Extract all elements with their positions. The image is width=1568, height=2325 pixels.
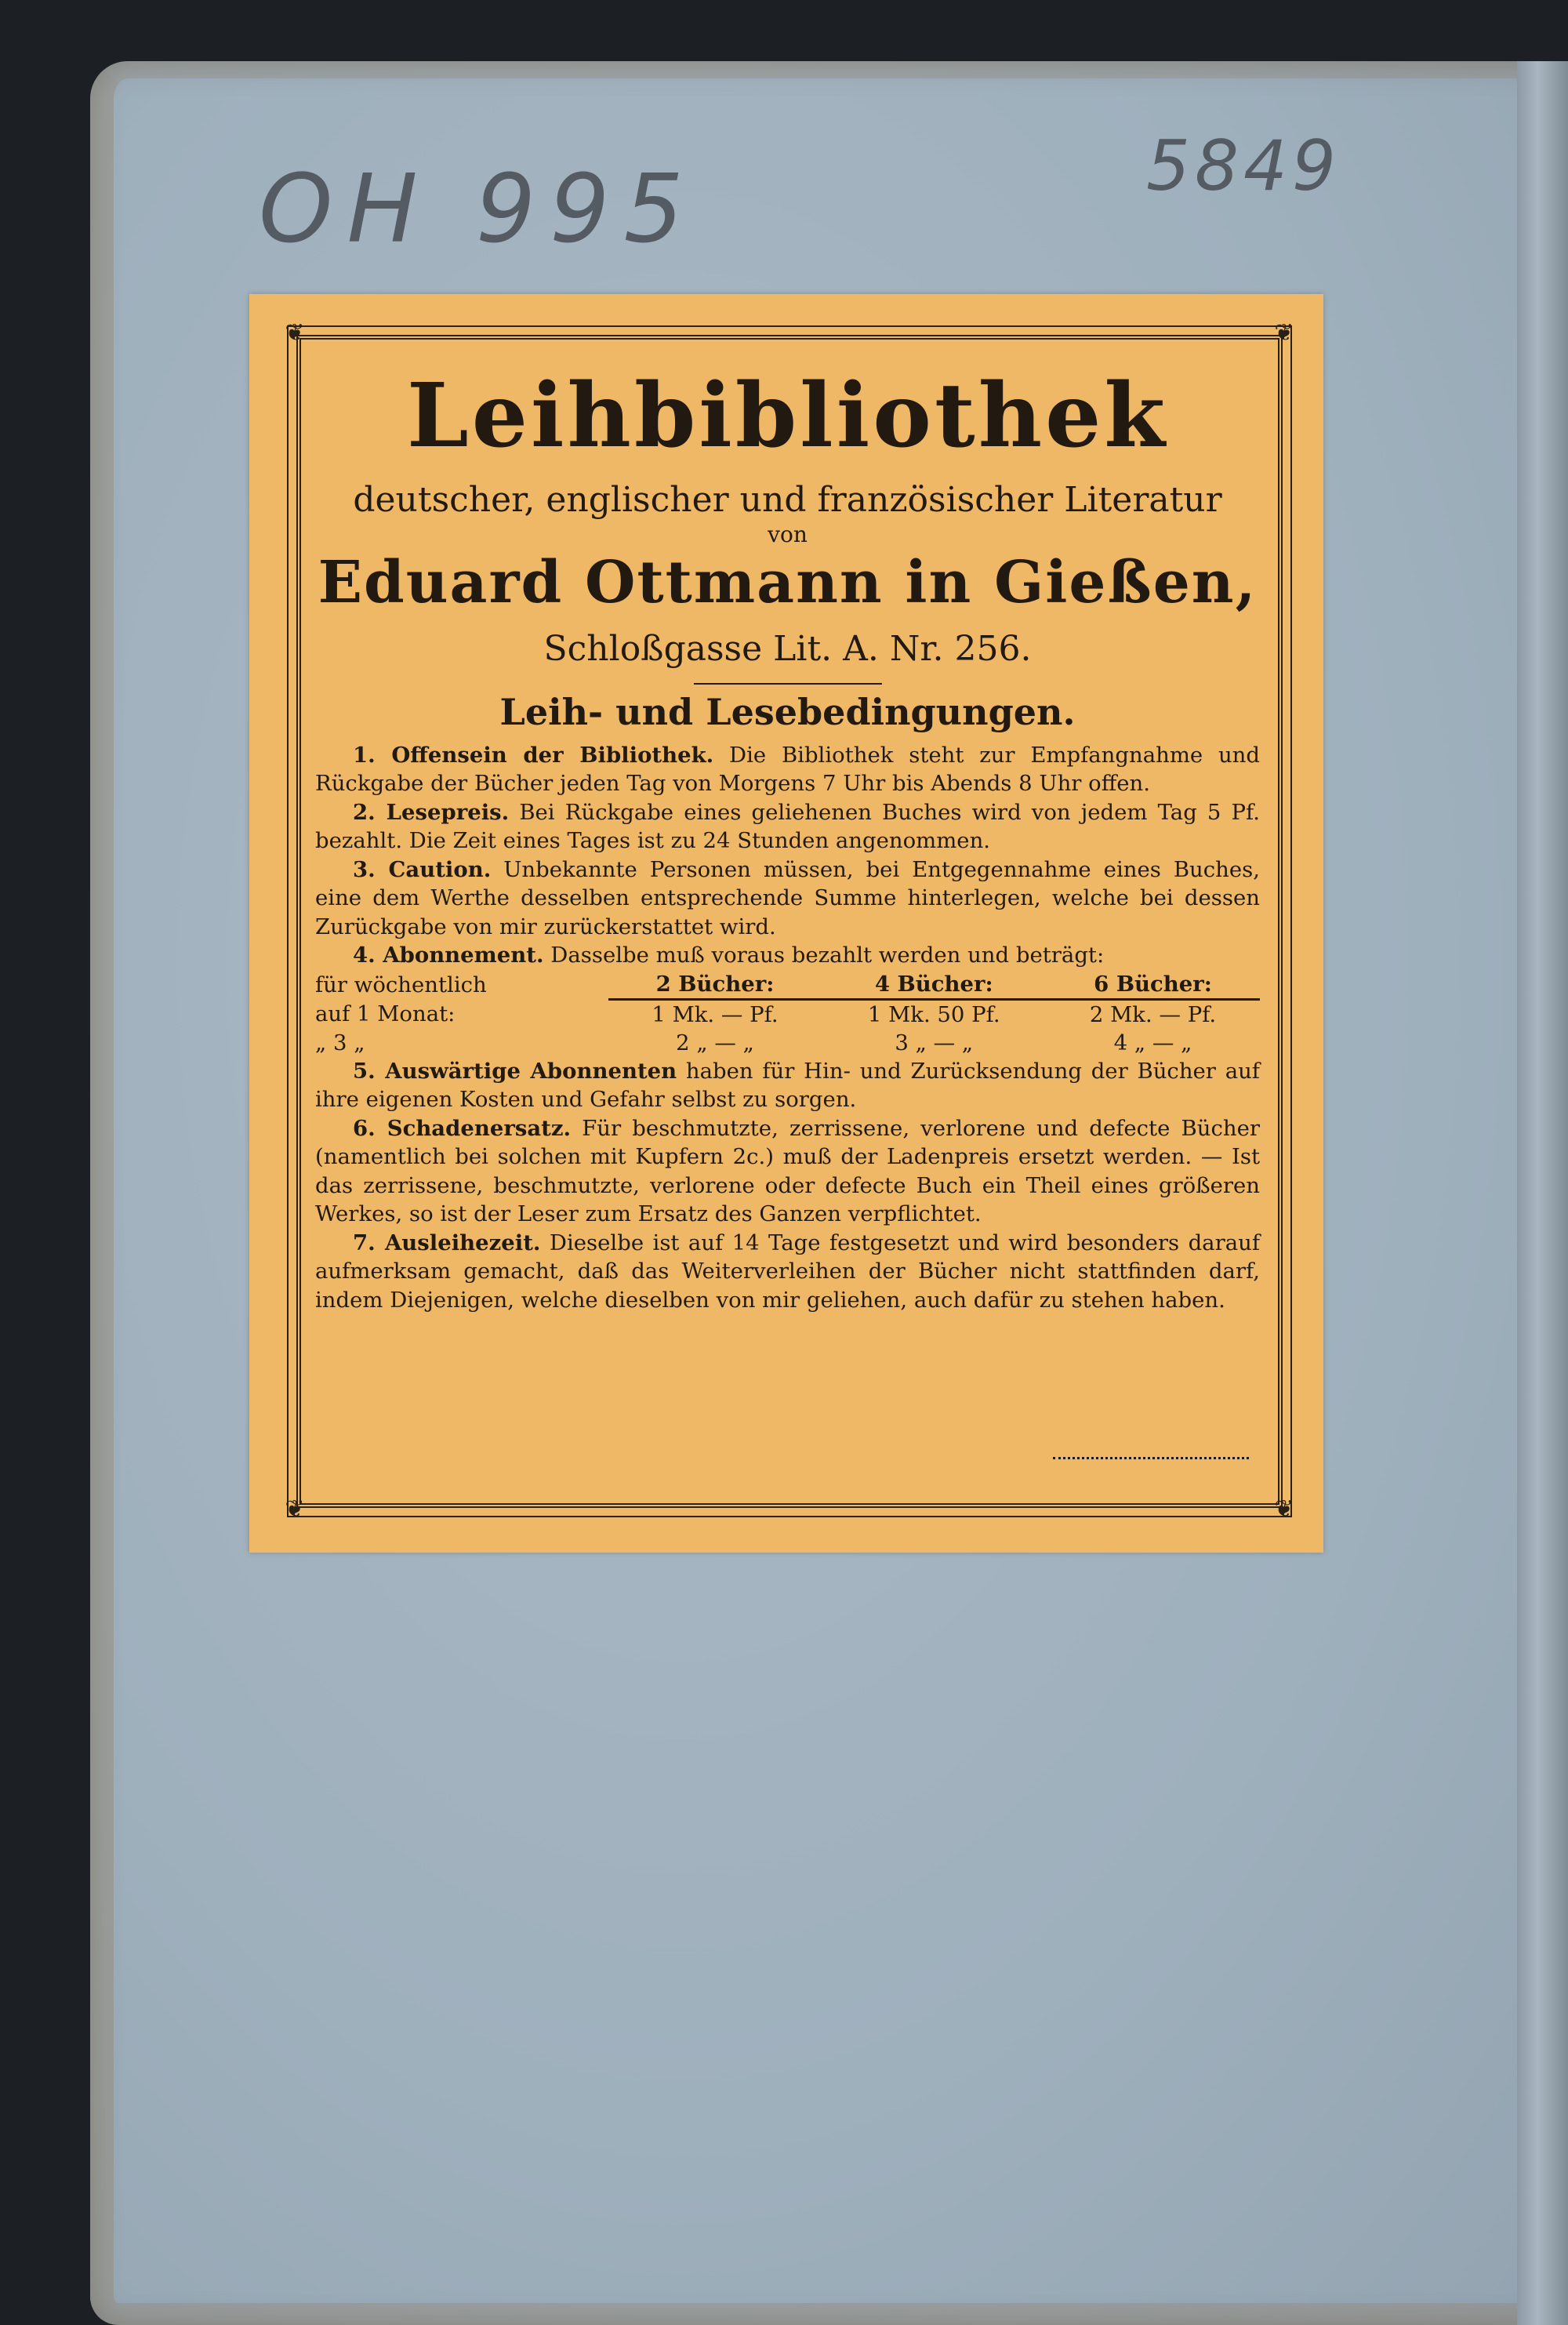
fee-cell: 2 Mk. — Pf. [1089,1001,1217,1027]
book-spine [1517,61,1568,2325]
corner-ornament-icon: ❦ [1274,1495,1294,1523]
handwritten-accession-number: 5849 [1146,125,1341,206]
conditions-heading: Leih- und Lesebedingungen. [499,690,1076,733]
condition-item: 4. Abonnement. Dasselbe muß voraus bezahlt werden und beträgt: [353,943,1105,968]
condition-item: 7. Ausleihezeit. Dieselbe ist auf 14 Tage festgesetzt und wird besonders darauf aufmerksam gemacht, daß das Weiterverleihen der Bücher nicht stattfinden darf, indem Diejenigen, welche dieselben von mir geliehen, auch dafür zu stehen haben. [315,1230,1261,1313]
fee-header-cell: für wöchentlich [315,972,487,997]
fee-cell: 1 Mk. 50 Pf. [867,1001,1000,1027]
corner-ornament-icon: ❦ [285,1495,305,1523]
fee-cell: 1 Mk. — Pf. [652,1001,779,1027]
fee-cell: „ 3 „ [315,1030,365,1055]
label-address: Schloßgasse Lit. A. Nr. 256. [543,628,1032,669]
fee-header-cell: 4 Bücher: [822,970,1046,1000]
condition-item: 2. Lesepreis. Bei Rückgabe eines geliehenen Buches wird von jedem Tag 5 Pf. bezahlt. Die Zeit eines Tages ist zu 24 Stunden angenommen. [315,799,1260,854]
label-von: von [768,521,808,547]
fee-header-cell: 2 Bücher: [608,970,822,1000]
fee-row [315,999,1260,1029]
fee-cell: 4 „ — „ [1113,1030,1192,1055]
label-owner: Eduard Ottmann in Gießen, [318,548,1258,616]
condition-item: 3. Caution. Unbekannte Personen müssen, bei Entgegennahme eines Buches, eine dem Werthe desselben entsprechende Summe hinterlegen, welche bei dessen Zurückgabe von mir zurückerstattet wird. [315,856,1260,939]
condition-item: 1. Offensein der Bibliothek. Die Bibliothek steht zur Empfangnahme und Rückgabe der Bücher jeden Tag von Morgens 7 Uhr bis Abends 8 Uhr offen. [315,742,1260,797]
end-rule [1053,1457,1249,1459]
fee-cell: auf 1 Monat: [315,1001,456,1027]
handwritten-shelfmark: OH 995 [259,155,698,264]
label-title: Leihbibliothek [407,365,1168,467]
fee-row [315,1029,1260,1057]
fee-cell: 3 „ — „ [895,1030,974,1055]
fee-table [315,970,1260,1057]
label-subtitle: deutscher, englischer und französischer Literatur [353,479,1222,520]
condition-item: 5. Auswärtige Abonnenten haben für Hin- und Zurücksendung der Bücher auf ihre eigenen Kosten und Gefahr selbst zu sorgen. [315,1058,1260,1113]
condition-item: 6. Schadenersatz. Für beschmutzte, zerrissene, verlorene und defecte Bücher (namentlich bei solchen mit Kupfern 2c.) muß der Ladenpreis ersetzt werden. — Ist das zerrissene, beschmutzte, verlorene oder defecte Buch ein Theil eines größeren Werkes, so ist der Leser zum Ersatz des Ganzen verpflichtet. [315,1115,1260,1227]
library-label [249,294,1323,1553]
corner-ornament-icon: ❦ [285,319,305,347]
fee-header-cell: 6 Bücher: [1046,970,1260,1000]
conditions-list [315,741,1260,1315]
corner-ornament-icon: ❦ [1274,319,1294,347]
divider [694,683,882,685]
fee-cell: 2 „ — „ [676,1030,754,1055]
label-content [315,366,1260,1314]
fee-table-header [315,970,1260,1000]
